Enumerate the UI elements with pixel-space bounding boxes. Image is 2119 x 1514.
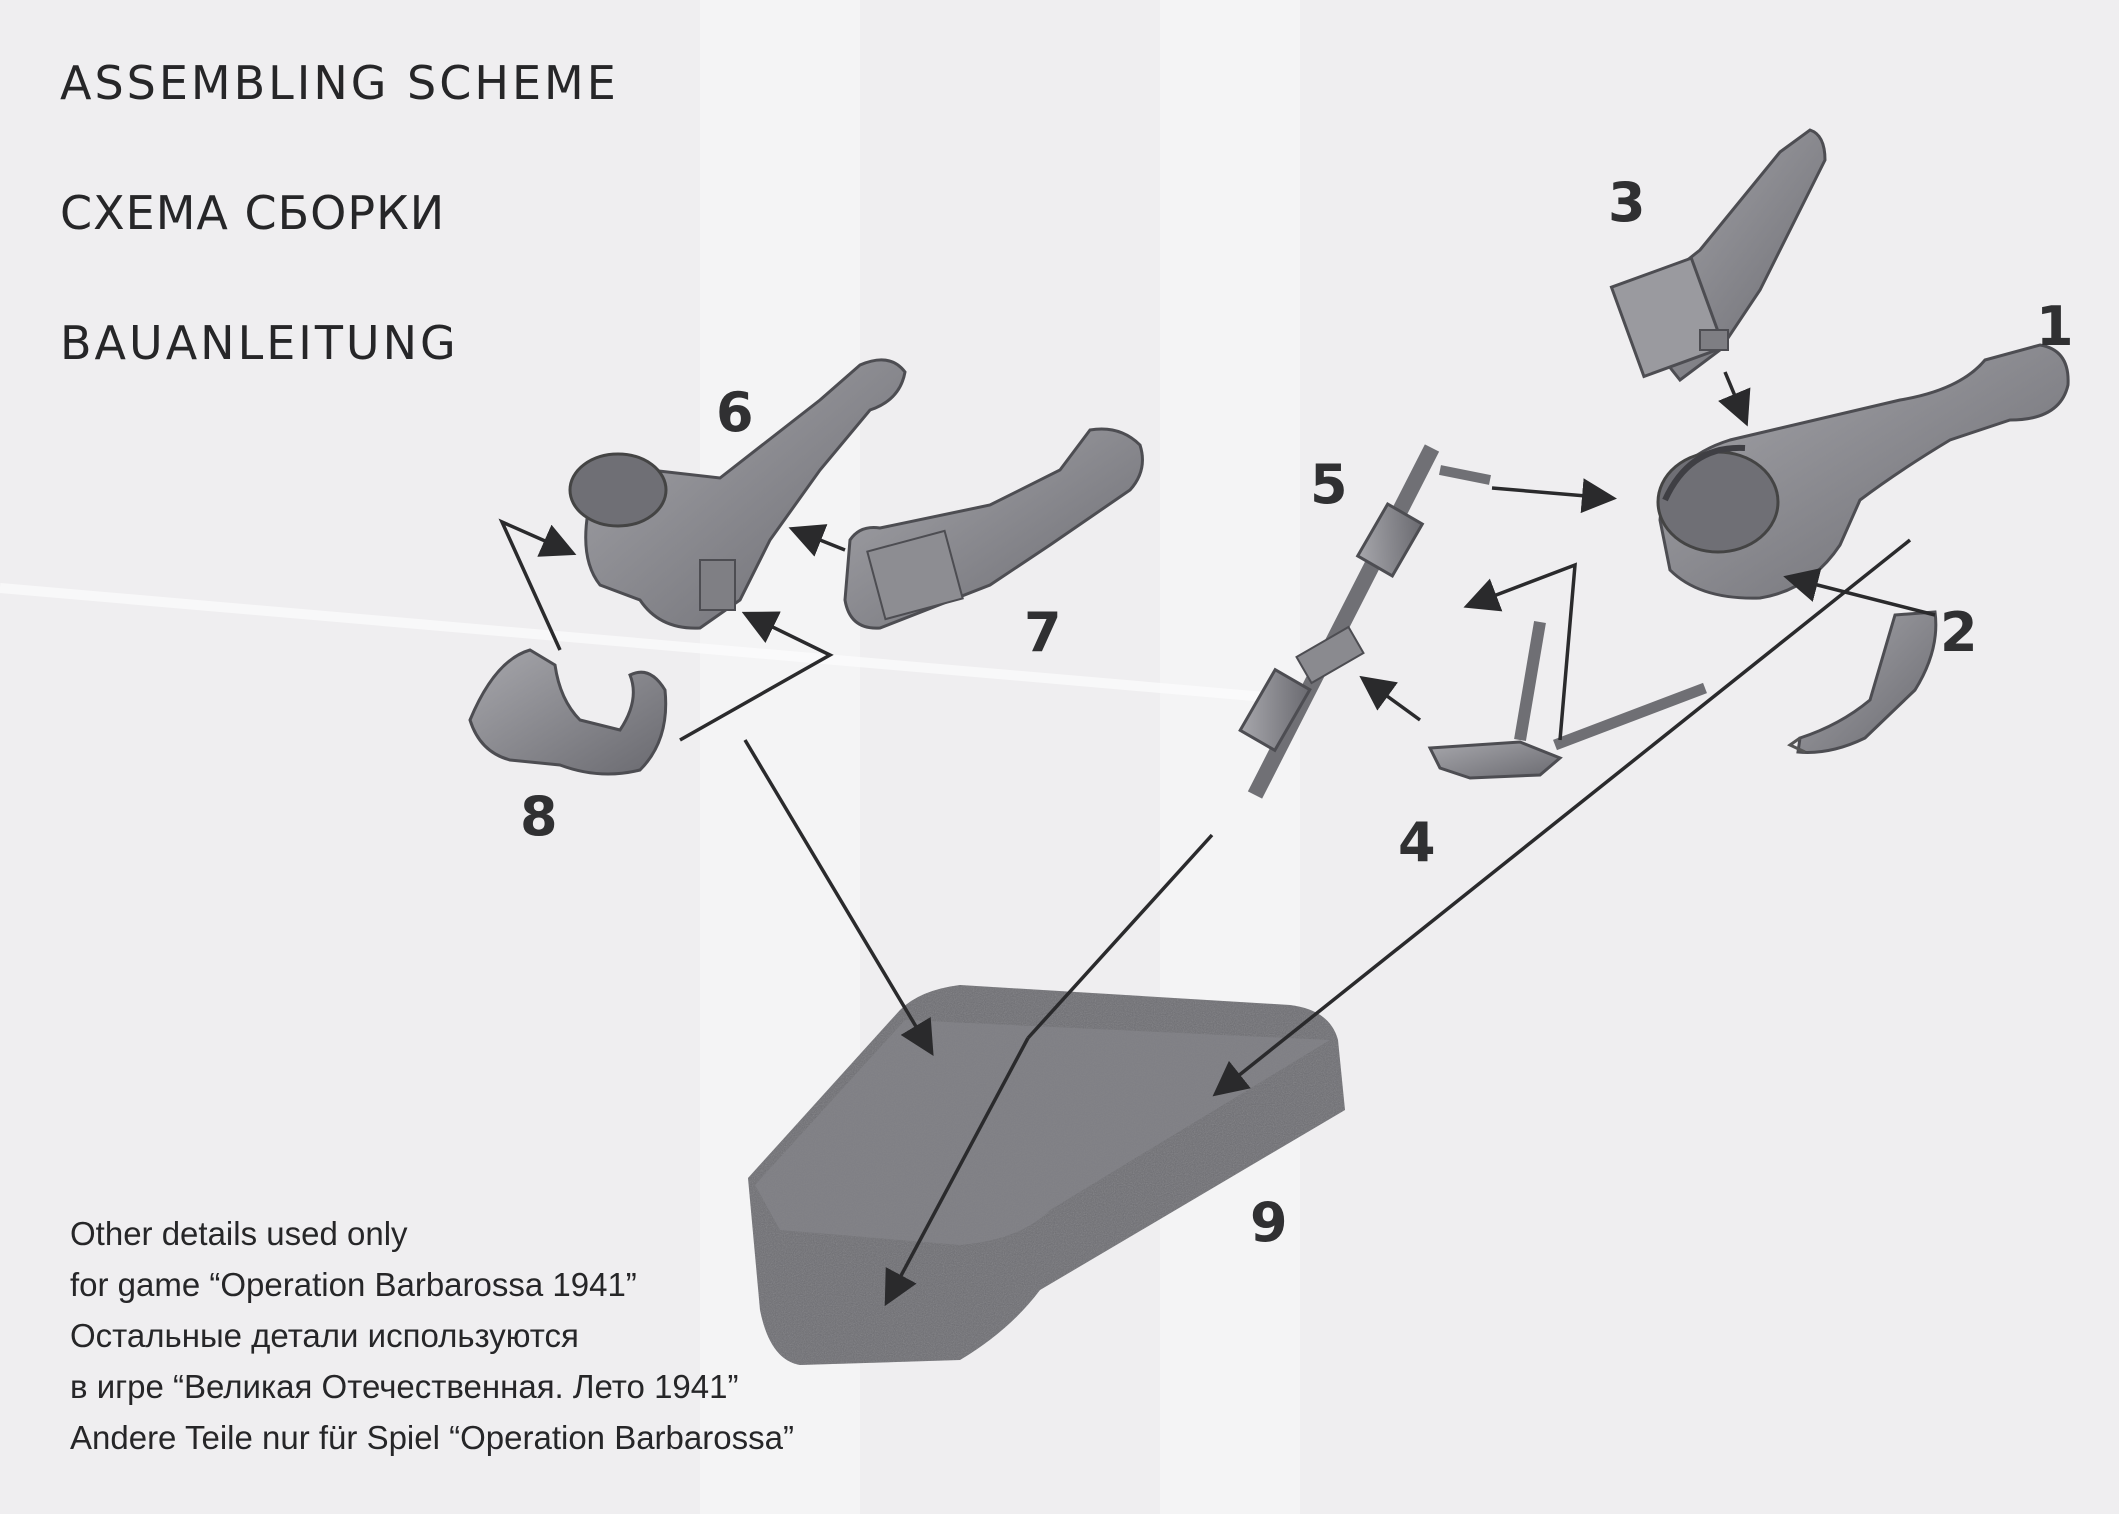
part-1-prone-body xyxy=(1658,345,2068,598)
title-english: ASSEMBLING SCHEME xyxy=(60,56,619,110)
part-3-ammo-arm xyxy=(1611,130,1825,380)
part-number-2: 2 xyxy=(1940,601,1978,664)
part-number-7: 7 xyxy=(1024,601,1062,664)
title-german: BAUANLEITUNG xyxy=(60,316,459,370)
title-russian: СХЕМА СБОРКИ xyxy=(60,186,446,240)
part-8-arm xyxy=(470,650,666,774)
part-number-6: 6 xyxy=(716,381,754,444)
part-number-3: 3 xyxy=(1608,171,1646,234)
part-number-8: 8 xyxy=(520,785,558,848)
part-2-arm xyxy=(1790,612,1936,752)
note-line-2: for game “Operation Barbarossa 1941” xyxy=(70,1266,637,1303)
usage-note xyxy=(70,1208,1070,1463)
part-number-1: 1 xyxy=(2036,295,2074,358)
part-number-4: 4 xyxy=(1398,811,1436,874)
part-7-legs xyxy=(845,429,1142,628)
part-number-5: 5 xyxy=(1310,453,1348,516)
note-line-3: Остальные детали используются xyxy=(70,1317,579,1354)
part-number-9: 9 xyxy=(1250,1191,1288,1254)
note-line-5: Andere Teile nur für Spiel “Operation Barbarossa” xyxy=(70,1419,794,1456)
note-line-1: Other details used only xyxy=(70,1215,408,1252)
note-line-4: в игре “Великая Отечественная. Лето 1941” xyxy=(70,1368,739,1405)
